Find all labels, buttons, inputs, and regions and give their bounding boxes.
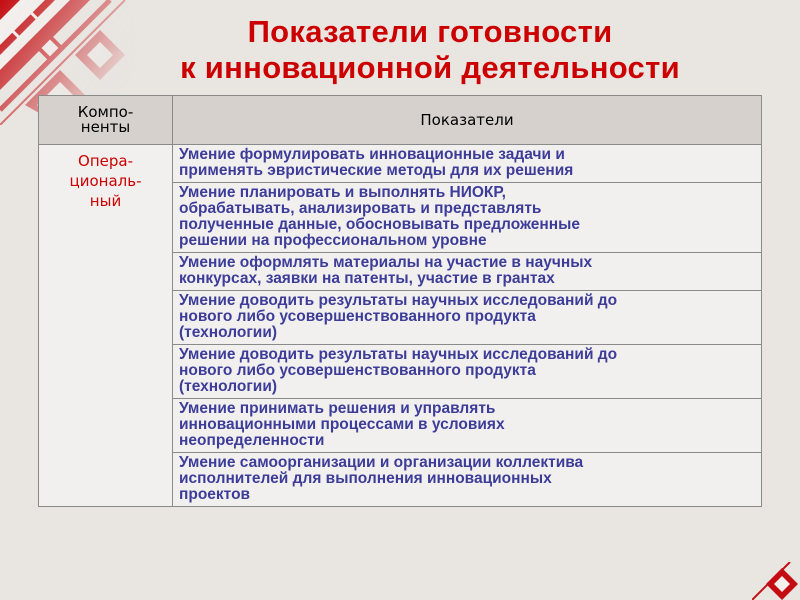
indicator-line: инновационными процессами в условиях	[179, 416, 505, 433]
indicator-cell	[173, 183, 762, 253]
header-indicators: Показатели	[173, 96, 762, 145]
red-ornament-corner-icon	[752, 562, 800, 600]
indicator-cell	[173, 453, 762, 507]
indicator-line: (технологии)	[179, 324, 278, 341]
table-header-row	[39, 96, 762, 145]
indicator-cell	[173, 291, 762, 345]
indicator-line: Умение формулировать инновационные задачи и	[179, 146, 565, 163]
table-row	[39, 145, 762, 183]
indicator-line: Умение принимать решения и управлять	[179, 400, 496, 417]
page-title	[120, 14, 740, 86]
header-components-line-2: ненты	[80, 118, 131, 136]
indicator-cell	[173, 145, 762, 183]
indicator-line: нового либо усовершенствованного продукта	[179, 362, 536, 379]
title-line-1: Показатели готовности	[247, 14, 613, 49]
indicator-line: полученные данные, обосновывать предложенные	[179, 216, 580, 233]
indicator-line: решении на профессиональном уровне	[179, 232, 487, 249]
component-line-3: ный	[89, 192, 122, 210]
indicator-cell	[173, 253, 762, 291]
indicator-line: Умение планировать и выполнять НИОКР,	[179, 184, 506, 201]
indicator-line: Умение доводить результаты научных исследований до	[179, 346, 618, 363]
indicator-line: Умение самоорганизации и организации коллектива	[179, 454, 584, 471]
indicators-table	[38, 95, 762, 507]
header-components-line-1: Компо-	[77, 103, 134, 121]
component-line-1: Опера-	[78, 152, 133, 170]
indicator-line: (технологии)	[179, 378, 278, 395]
indicator-line: нового либо усовершенствованного продукта	[179, 308, 536, 325]
indicator-cell	[173, 345, 762, 399]
indicator-line: обрабатывать, анализировать и представлять	[179, 200, 542, 217]
indicator-line: проектов	[179, 486, 251, 503]
indicator-line: Умение доводить результаты научных исследований до	[179, 292, 618, 309]
indicator-line: исполнителей для выполнения инновационных	[179, 470, 552, 487]
indicator-line: применять эвристические методы для их решения	[179, 162, 574, 179]
indicator-line: неопределенности	[179, 432, 325, 449]
indicator-cell	[173, 399, 762, 453]
component-operational	[39, 145, 173, 507]
title-line-2: к инновационной деятельности	[180, 50, 680, 85]
indicator-line: конкурсах, заявки на патенты, участие в грантах	[179, 270, 555, 287]
header-components	[39, 96, 173, 145]
component-line-2: циональ-	[69, 172, 142, 190]
indicator-line: Умение оформлять материалы на участие в научных	[179, 254, 593, 271]
